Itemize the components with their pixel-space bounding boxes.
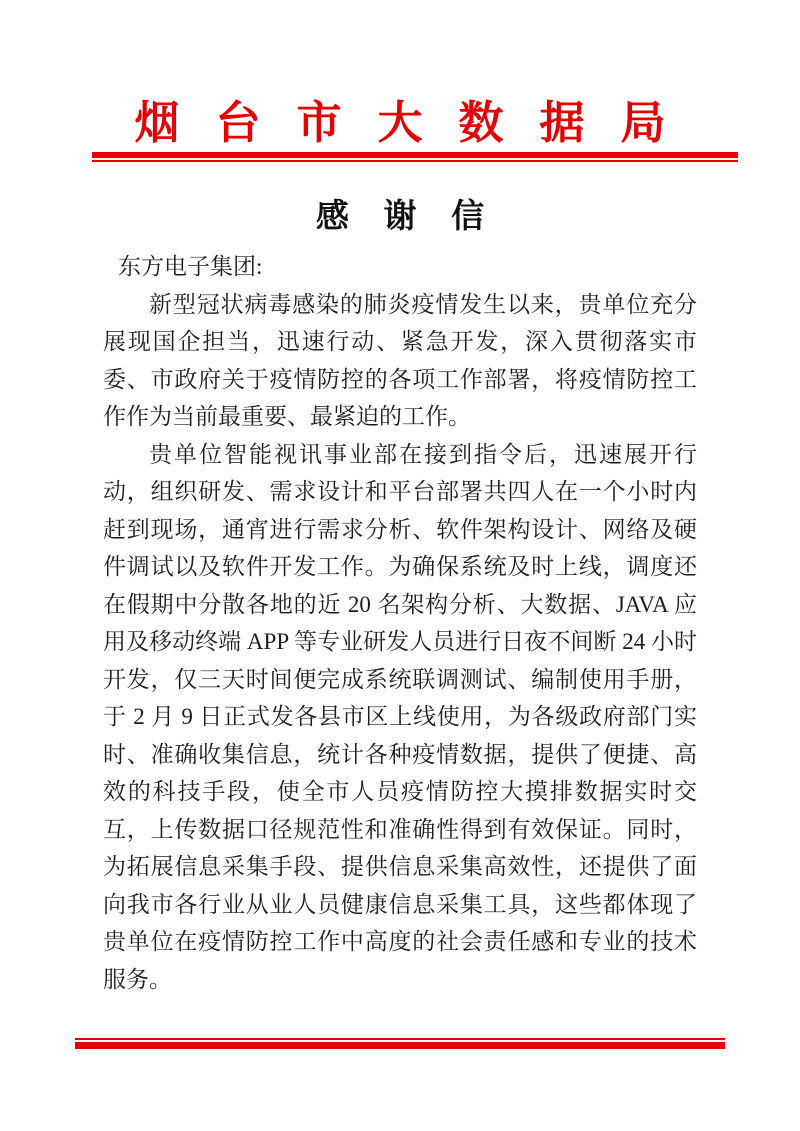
letter-body [103, 248, 697, 998]
bottom-rule-thick-line [75, 1042, 725, 1049]
agency-masthead: 烟台市大数据局 [134, 98, 702, 148]
body-paragraph: 贵单位智能视讯事业部在接到指令后，迅速展开行动，组织研发、需求设计和平台部署共四人在一个小时内赶到现场，通宵进行需求分析、软件架构设计、网络及硬件调试以及软件开发工作。为确保系统及时上线，调度还在假期中分散各地的近 20 名架构分析、大数据、JAVA 应用及移动终端 APP 等专业研发人员进行日夜不间断 24 小时开发，仅三天时间便完成系统联调测试、编制使用手册，于 2 月 9 日正式发各县市区上线使用，为各级政府部门实时、准确收集信息，统计各种疫情数据，提供了便捷、高效的科技手段，使全市人员疫情防控大摸排数据实时交互，上传数据口径规范性和准确性得到有效保证。同时，为拓展信息采集手段、提供信息采集高效性，还提供了面向我市各行业从业人员健康信息采集工具，这些都体现了贵单位在疫情防控工作中高度的社会责任感和专业的技术服务。 [103, 441, 697, 992]
bottom-red-rule [75, 1038, 725, 1049]
top-rule-thin-line [92, 160, 738, 162]
top-red-rule [92, 152, 738, 162]
letter-title: 感谢信 [315, 199, 519, 235]
salutation: 东方电子集团: [118, 254, 263, 279]
body-paragraph: 新型冠状病毒感染的肺炎疫情发生以来，贵单位充分展现国企担当，迅速行动、紧急开发，深入贯彻落实市委、市政府关于疫情防控的各项工作部署，将疫情防控工作作为当前最重要、最紧迫的工作。 [103, 291, 697, 429]
